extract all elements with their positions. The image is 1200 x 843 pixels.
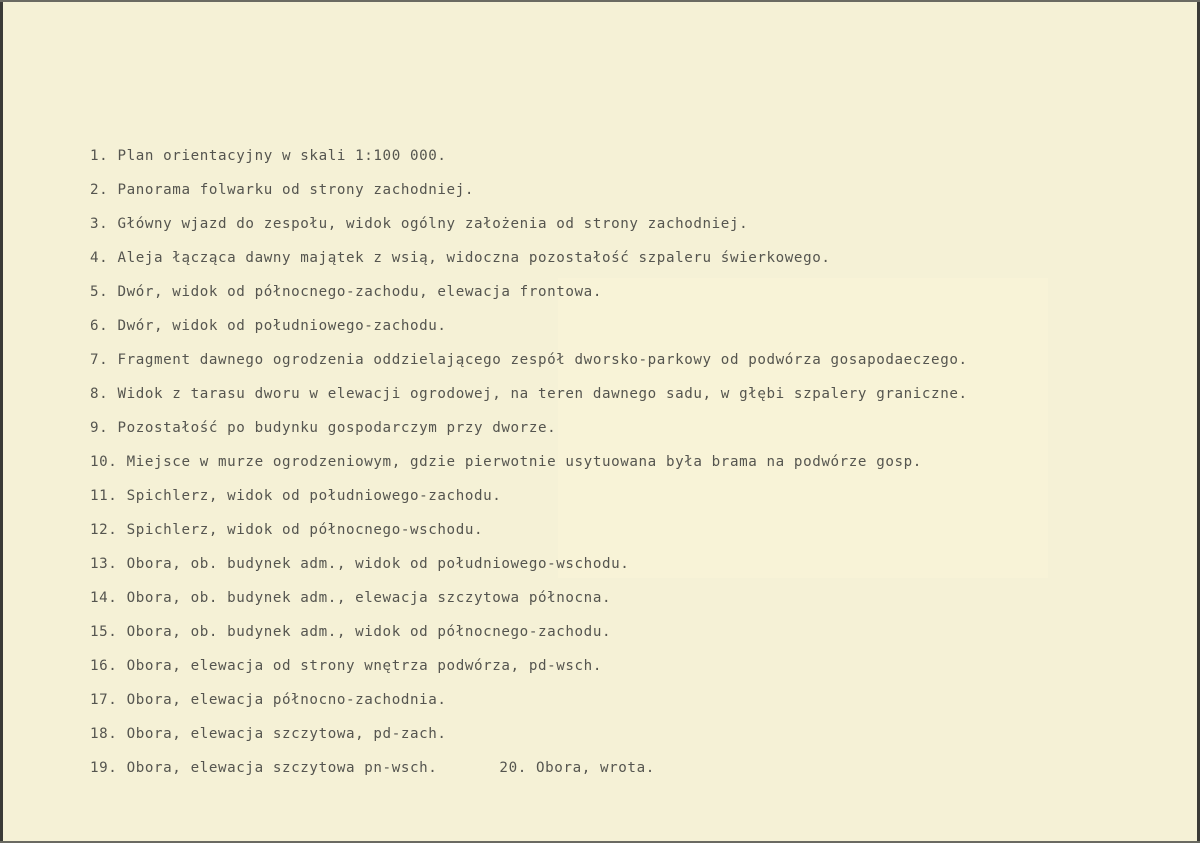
item-number: 10. [90, 454, 118, 470]
scan-edge-top [0, 0, 1200, 2]
item-number: 11. [90, 488, 118, 504]
list-item [90, 248, 968, 282]
item-text: Obora, elewacja szczytowa pn-wsch. [126, 760, 438, 776]
item-text: Obora, elewacja od strony wnętrza podwórza, pd-wsch. [126, 658, 602, 674]
item-text: Plan orientacyjny w skali 1:100 000. [117, 148, 447, 164]
list-item [90, 758, 968, 792]
item-number: 19. [90, 760, 118, 776]
list-item [90, 418, 968, 452]
list-item [90, 316, 968, 350]
list-item [90, 622, 968, 656]
item-number: 18. [90, 726, 118, 742]
list-item [90, 282, 968, 316]
photo-caption-list [90, 146, 968, 792]
list-item [90, 554, 968, 588]
item-number: 12. [90, 522, 118, 538]
item-text: Miejsce w murze ogrodzeniowym, gdzie pierwotnie usytuowana była brama na podwórze gosp. [126, 454, 922, 470]
item-text: Widok z tarasu dworu w elewacji ogrodowej, na teren dawnego sadu, w głębi szpalery graniczne. [117, 386, 968, 402]
item-number: 20. [499, 760, 527, 776]
item-number: 8. [90, 386, 109, 402]
item-text: Spichlerz, widok od północnego-wschodu. [126, 522, 484, 538]
list-item [90, 690, 968, 724]
list-item [90, 656, 968, 690]
item-text: Spichlerz, widok od południowego-zachodu. [126, 488, 502, 504]
list-item [90, 724, 968, 758]
item-number: 7. [90, 352, 109, 368]
list-item [90, 384, 968, 418]
item-text: Obora, elewacja szczytowa, pd-zach. [126, 726, 447, 742]
item-number: 17. [90, 692, 118, 708]
item-number: 6. [90, 318, 109, 334]
item-text: Obora, elewacja północno-zachodnia. [126, 692, 447, 708]
scan-edge-left [0, 0, 3, 843]
item-text: Dwór, widok od północnego-zachodu, elewacja frontowa. [117, 284, 602, 300]
list-item [90, 486, 968, 520]
item-number: 15. [90, 624, 118, 640]
list-item [90, 180, 968, 214]
item-number: 1. [90, 148, 109, 164]
item-text: Panorama folwarku od strony zachodniej. [117, 182, 474, 198]
item-text: Fragment dawnego ogrodzenia oddzielającego zespół dworsko-parkowy od podwórza gosapodaeczego. [117, 352, 968, 368]
item-text: Aleja łącząca dawny majątek z wsią, widoczna pozostałość szpaleru świerkowego. [117, 250, 831, 266]
item-number: 4. [90, 250, 109, 266]
item-text: Obora, wrota. [536, 760, 655, 776]
item-number: 3. [90, 216, 109, 232]
list-item [90, 520, 968, 554]
item-number: 9. [90, 420, 109, 436]
item-text: Obora, ob. budynek adm., elewacja szczytowa północna. [126, 590, 612, 606]
list-item [90, 588, 968, 622]
item-text: Obora, ob. budynek adm., widok od północnego-zachodu. [126, 624, 612, 640]
list-item [90, 214, 968, 248]
item-text: Główny wjazd do zespołu, widok ogólny założenia od strony zachodniej. [117, 216, 749, 232]
item-number: 13. [90, 556, 118, 572]
item-text: Obora, ob. budynek adm., widok od południowego-wschodu. [126, 556, 630, 572]
item-number: 5. [90, 284, 109, 300]
item-number: 14. [90, 590, 118, 606]
list-item [90, 146, 968, 180]
list-item [90, 350, 968, 384]
item-number: 2. [90, 182, 109, 198]
item-text: Dwór, widok od południowego-zachodu. [117, 318, 447, 334]
item-number: 16. [90, 658, 118, 674]
list-item [90, 452, 968, 486]
item-text: Pozostałość po budynku gospodarczym przy dworze. [117, 420, 557, 436]
